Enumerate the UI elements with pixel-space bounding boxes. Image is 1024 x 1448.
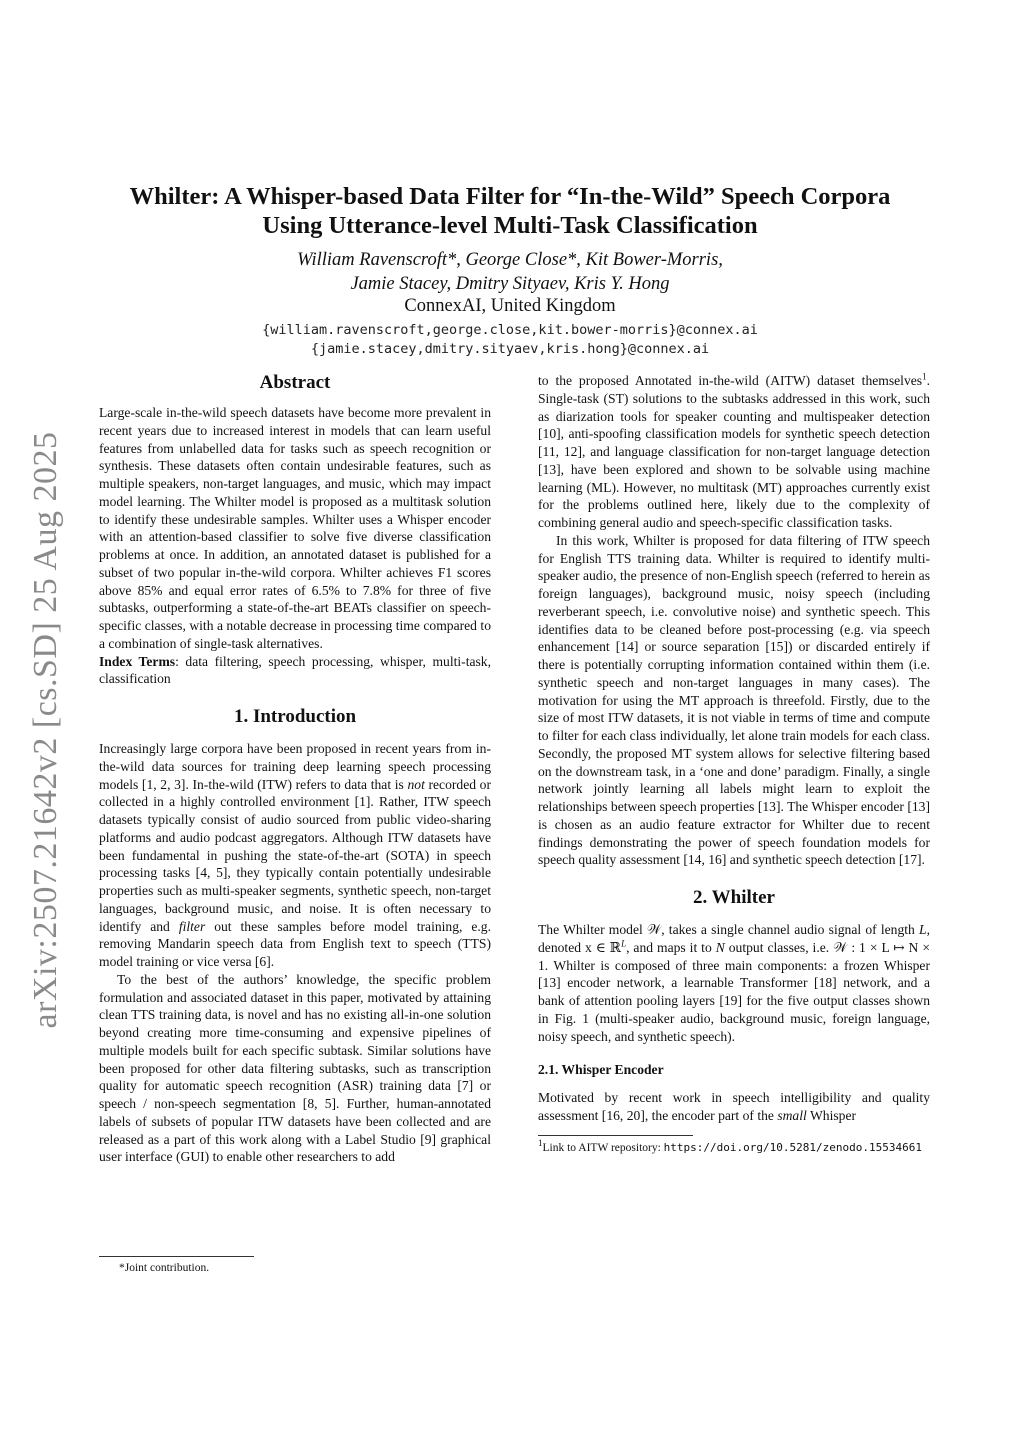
- intro-p1-part-b: recorded or collected in a highly controlled environment [1]. Rather, ITW speech datasets typically consist of audio sourced from public video-sharing platforms and audio podcast aggregators. Although ITW datasets have been fundamental in pushing the state-of-the-art (SOTA) in speech processing tasks [4, 5], they typically contain potentially undesirable properties such as multi-speaker segments, synthetic speech, non-target languages, background music, and noise. It is often necessary to identify and: [99, 776, 491, 934]
- authors-line-2: Jamie Stacey, Dmitry Sityaev, Kris Y. Hong: [350, 274, 670, 294]
- encoder-p-part-a: Motivated by recent work in speech intelligibility and quality assessment [16, 20], the encoder part of the: [538, 1090, 930, 1123]
- index-terms-label: Index Terms: [99, 653, 176, 669]
- aitw-footnote: [538, 1137, 930, 1156]
- intro-p1-emph-filter: filter: [178, 918, 206, 934]
- intro-p1-emph-not: not: [407, 776, 425, 792]
- email-line-1: {william.ravenscroft,george.close,kit.bower-morris}@connex.ai: [262, 322, 758, 338]
- right-footnote-rule: [538, 1135, 693, 1136]
- right-p1-part-b: . Single-task (ST) solutions to the subtasks addressed in this work, such as diarization tools for speaker counting and multispeaker detection [10], anti-spoofing classification models for synthetic speech detection [11, 12], and language classification for non-target language detection [13], have been explored and shown to be solvable using machine learning (ML). However, no multitask (MT) approaches currently exist for the problems outlined here, likely due to the complexity of combining general audio and speech-specific classification tasks.: [538, 373, 930, 530]
- index-terms: [99, 653, 491, 689]
- arxiv-stamp: [22, 420, 70, 1040]
- right-column: [538, 372, 930, 1156]
- authors-line-1: William Ravenscroft*, George Close*, Kit Bower-Morris,: [297, 250, 723, 270]
- right-paragraph-1: [538, 372, 930, 532]
- footnote-number: 1: [538, 1137, 543, 1148]
- whilter-p-part-a: The Whilter model 𝒲, takes a single channel audio signal of length: [538, 922, 920, 937]
- joint-contribution-note: *Joint contribution.: [119, 1262, 210, 1274]
- index-terms-text: : data filtering, speech processing, whisper, multi-task, classification: [99, 653, 491, 687]
- introduction-heading: 1. Introduction: [233, 706, 357, 727]
- encoder-paragraph: [538, 1089, 930, 1125]
- whilter-p-part-b: , denoted x ∈ ℝ: [538, 922, 930, 955]
- title-line-1: Whilter: A Whisper-based Data Filter for “In-the-Wild” Speech Corpora: [129, 183, 891, 210]
- whilter-paragraph: [538, 921, 930, 1045]
- math-N: N: [715, 939, 725, 955]
- affiliation: ConnexAI, United Kingdom: [404, 296, 616, 316]
- footnote-label: Link to AITW repository:: [542, 1141, 664, 1154]
- math-L: L: [919, 922, 927, 937]
- intro-paragraph-2: To the best of the authors’ knowledge, the specific problem formulation and associated dataset in this paper, motivated by attaining clean TTS training data, is novel and has no existing all-in-one solution beyond creating more time-consuming and expensive pipelines of multiple models built for each specific subtask. Similar solutions have been proposed for other data filtering subtasks, such as transcription quality for automatic speech recognition (ASR) training data [7] or speech / non-speech segmentation [8, 5]. Further, human-annotated labels of subsets of popular ITW datasets have been collected and are released as a part of this work along with a Label Studio [9] graphical user interface (GUI) to enable other researchers to add: [99, 971, 491, 1165]
- left-footnote: [99, 1252, 491, 1276]
- encoder-p-part-b: Whisper: [806, 1107, 857, 1123]
- right-paragraph-2: In this work, Whilter is proposed for data filtering of ITW speech for English TTS training data. Whilter is required to identify multi-speaker audio, the presence of non-English speech (referred to herein as foreign languages), background music, noisy speech (including reverberant speech, i.e. convolutive noise) and synthetic speech. This identifies data to be cleaned before post-processing (e.g. via speech enhancement [14] or source separation [15]) or discarded entirely if there is potentially corrupting information contained within them (i.e. synthetic speech and non-target languages in many cases). The motivation for using the MT approach is threefold. Firstly, due to the size of most ITW datasets, it is not viable in terms of time and compute to filter for each class individually, let alone train models for each class. Secondly, the proposed MT system allows for selective filtering based on the downstream task, in a ‘one and done’ paradigm. Finally, a single network jointly learning all labels might learn to exploit the relationships between speech properties [13]. The Whisper encoder [13] is chosen as an audio feature extractor for Whilter due to recent findings demonstrating the power of speech foundation models for speech quality assessment [14, 16] and synthetic speech detection [17].: [538, 532, 930, 868]
- footnote-marker: 1: [922, 371, 927, 382]
- math-sup-L: L: [621, 938, 627, 949]
- encoder-p-emph-small: small: [777, 1107, 807, 1123]
- author-emails: [110, 321, 910, 359]
- aitw-repository-link[interactable]: https://doi.org/10.5281/zenodo.15534661: [663, 1140, 922, 1154]
- arxiv-id: arXiv:2507.21642v2 [cs.SD] 25 Aug 2025: [27, 431, 64, 1029]
- email-line-2: {jamie.stacey,dmitry.sityaev,kris.hong}@connex.ai: [310, 341, 710, 357]
- whilter-heading: 2. Whilter: [693, 887, 775, 908]
- intro-p1-part-a: Increasingly large corpora have been proposed in recent years from in-the-wild data sources for training deep learning speech processing models [1, 2, 3]. In-the-wild (ITW) refers to data that is: [99, 741, 491, 792]
- title-line-2: Using Utterance-level Multi-Task Classification: [262, 212, 758, 239]
- abstract-text: Large-scale in-the-wild speech datasets have become more prevalent in recent years due to increased interest in models that can learn useful features from unlabelled data for tasks such as speech recognition or synthesis. These datasets often contain undesirable features, such as multiple speakers, non-target languages, and music, which may impact model learning. The Whilter model is proposed as a multitask solution to identify these undesirable samples. Whilter uses a Whisper encoder with an attention-based classifier to solve five diverse classification problems at once. In addition, an annotated dataset is published for a subset of two popular in-the-wild corpora. Whilter achieves F1 scores above 85% and equal error rates of 6.5% to 7.8% for three of five subtasks, outperforming a state-of-the-art BEATs classifier on speech-specific classes, with a notable decrease in processing time compared to a combination of single-task alternatives.: [99, 405, 491, 651]
- intro-p1-part-c: out these samples before model training, e.g. removing Mandarin speech data from English text to speech (TTS) model training or vice versa [6].: [99, 918, 491, 969]
- whilter-p-part-d: output classes, i.e. 𝒲 : 1 × L ↦ N × 1. Whilter is composed of three main components: a frozen Whisper [13] encoder network, a learnable Transformer [18] network, and a bank of attention pooling layers [19] for the five output classes shown in Fig. 1 (multi-speaker audio, background music, foreign language, noisy speech, and synthetic speech).: [538, 939, 930, 1044]
- authors: [110, 248, 910, 296]
- left-column: [99, 372, 491, 1166]
- footnote-rule: [99, 1256, 254, 1257]
- whilter-p-part-c: , and maps it to: [626, 939, 716, 955]
- whisper-encoder-heading: 2.1. Whisper Encoder: [538, 1062, 664, 1078]
- paper-title: [110, 182, 910, 240]
- abstract-heading: Abstract: [259, 372, 331, 393]
- intro-paragraph-1: [99, 740, 491, 971]
- right-p1-part-a: to the proposed Annotated in-the-wild (AITW) dataset themselves: [538, 373, 923, 388]
